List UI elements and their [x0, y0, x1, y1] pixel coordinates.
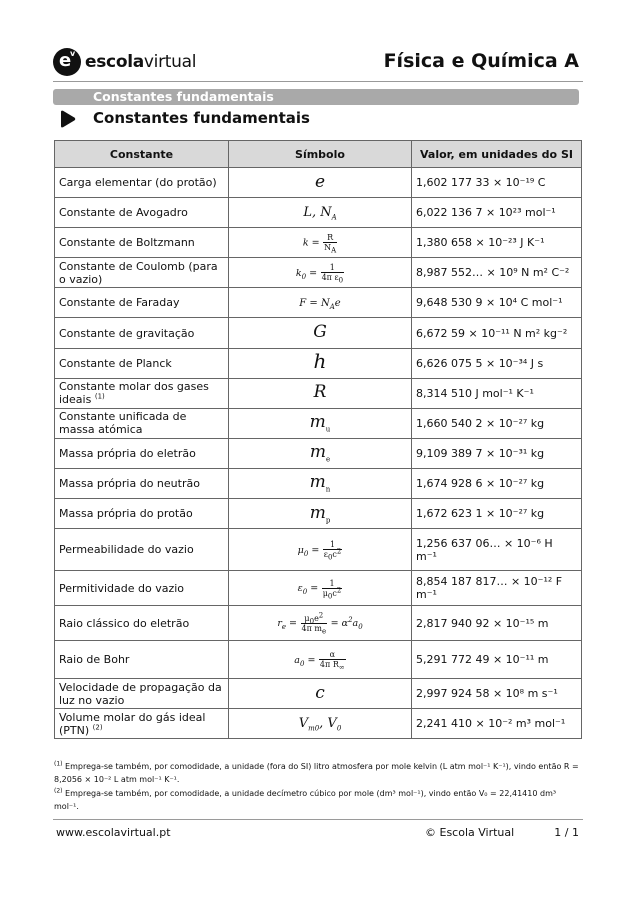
constant-value: 1,672 623 1 × 10⁻²⁷ kg: [412, 499, 582, 529]
table-row: [55, 408, 582, 438]
constant-symbol: $\mu_0$ = $\frac{1}{\varepsilon_0c^2}$: [229, 529, 412, 571]
column-header-value: Valor, em unidades do SI: [412, 141, 582, 168]
constant-value: 1,380 658 × 10⁻²³ J K⁻¹: [412, 228, 582, 258]
constant-symbol: $m_u$: [229, 408, 412, 438]
escolavirtual-logo[interactable]: [53, 48, 196, 76]
constant-value: 8,854 187 817… × 10⁻¹² F m⁻¹: [412, 571, 582, 606]
footer-url-link[interactable]: www.escolavirtual.pt: [56, 826, 171, 839]
constant-symbol: L, $N_A$: [229, 198, 412, 228]
constant-name: Raio de Bohr: [55, 641, 229, 679]
constant-name: Raio clássico do eletrão: [55, 606, 229, 641]
constant-value: 5,291 772 49 × 10⁻¹¹ m: [412, 641, 582, 679]
constant-value: 2,241 410 × 10⁻² m³ mol⁻¹: [412, 709, 582, 739]
table-row: [55, 571, 582, 606]
table-row: [55, 228, 582, 258]
table-row: [55, 198, 582, 228]
constants-table: [54, 140, 582, 739]
constant-name: Volume molar do gás ideal (PTN) $^{(2)}$: [55, 709, 229, 739]
section-bar-title: Constantes fundamentais: [93, 89, 274, 104]
table-row: [55, 468, 582, 498]
arrow-right-icon: [60, 110, 76, 128]
constant-value: 1,602 177 33 × 10⁻¹⁹ C: [412, 168, 582, 198]
column-header-symbol: Símbolo: [229, 141, 412, 168]
constant-name: Permitividade do vazio: [55, 571, 229, 606]
table-row: [55, 438, 582, 468]
constant-symbol: c: [229, 679, 412, 709]
sub-heading: [60, 108, 310, 130]
footnote-1: $^{(1)}$ Emprega-se também, por comodidade, a unidade (fora do SI) litro atmosfera por mole kelvin (L atm mol⁻¹ K⁻¹), vindo então R = 8,2056 × 10⁻² L atm mol⁻¹ K⁻¹.: [54, 760, 579, 785]
constant-name: Massa própria do neutrão: [55, 468, 229, 498]
table-row: [55, 168, 582, 198]
constant-name: Constante unificada de massa atómica: [55, 408, 229, 438]
constant-symbol: $F = N_Ae$: [229, 288, 412, 318]
footer-copyright: © Escola Virtual: [425, 826, 515, 839]
logo-mark-icon: e v: [53, 48, 81, 76]
constant-name: Constante de Avogadro: [55, 198, 229, 228]
constant-name: Constante de gravitação: [55, 318, 229, 348]
table-row: [55, 529, 582, 571]
constant-symbol: $V_{m0}$, $V_0$: [229, 709, 412, 739]
document-title: Física e Química A: [383, 50, 579, 72]
section-bar: [53, 89, 579, 105]
table-row: [55, 378, 582, 408]
footer-divider: [53, 819, 583, 820]
constant-name: Constante de Planck: [55, 348, 229, 378]
footnote-ref: (1): [94, 392, 105, 401]
footnotes: [54, 760, 582, 814]
constant-value: 1,256 637 06… × 10⁻⁶ H m⁻¹: [412, 529, 582, 571]
constant-symbol: h: [229, 348, 412, 378]
table-row: [55, 288, 582, 318]
page-number: 1 / 1: [554, 826, 579, 839]
constant-symbol: G: [229, 318, 412, 348]
constant-value: 9,109 389 7 × 10⁻³¹ kg: [412, 438, 582, 468]
table-row: [55, 348, 582, 378]
table-row: [55, 318, 582, 348]
constant-name: Velocidade de propagação da luz no vazio: [55, 679, 229, 709]
constant-name: Massa própria do eletrão: [55, 438, 229, 468]
logo-text-bold: escola: [85, 52, 144, 72]
constant-symbol: $m_e$: [229, 438, 412, 468]
column-header-constant: Constante: [55, 141, 229, 168]
table-row: [55, 606, 582, 641]
constant-symbol: $\varepsilon_0$ = $\frac{1}{\mu_0c^2}$: [229, 571, 412, 606]
table-row: [55, 679, 582, 709]
constant-symbol: R: [229, 378, 412, 408]
constant-value: 8,987 552… × 10⁹ N m² C⁻²: [412, 258, 582, 288]
constant-name: Constante de Coulomb (para o vazio): [55, 258, 229, 288]
constant-value: 1,674 928 6 × 10⁻²⁷ kg: [412, 468, 582, 498]
constant-name: Massa própria do protão: [55, 499, 229, 529]
constant-name: Permeabilidade do vazio: [55, 529, 229, 571]
page-header: [53, 44, 583, 82]
logo-text-regular: virtual: [143, 52, 197, 72]
table-row: [55, 641, 582, 679]
table-row: [55, 258, 582, 288]
constant-value: 2,997 924 58 × 10⁸ m s⁻¹: [412, 679, 582, 709]
constant-symbol: $m_p$: [229, 499, 412, 529]
constant-name: Constante de Faraday: [55, 288, 229, 318]
table-row: [55, 499, 582, 529]
header-divider: [53, 81, 583, 82]
constant-value: 6,672 59 × 10⁻¹¹ N m² kg⁻²: [412, 318, 582, 348]
constant-value: 6,626 075 5 × 10⁻³⁴ J s: [412, 348, 582, 378]
constant-value: 2,817 940 92 × 10⁻¹⁵ m: [412, 606, 582, 641]
constant-name: Carga elementar (do protão): [55, 168, 229, 198]
constant-symbol: $m_n$: [229, 468, 412, 498]
constant-symbol: e: [229, 168, 412, 198]
constant-value: 6,022 136 7 × 10²³ mol⁻¹: [412, 198, 582, 228]
constant-symbol: k = $\frac{R}{N_A}$: [229, 228, 412, 258]
constant-name: Constante molar dos gases ideais $^{(1)}$: [55, 378, 229, 408]
constant-symbol: $k_0$ = $\frac{1}{4\pi \varepsilon_0}$: [229, 258, 412, 288]
constant-value: 1,660 540 2 × 10⁻²⁷ kg: [412, 408, 582, 438]
constant-value: 8,314 510 J mol⁻¹ K⁻¹: [412, 378, 582, 408]
constant-symbol: $a_0$ = $\frac{\alpha}{4\pi R_\infty}$: [229, 641, 412, 679]
footnote-2: $^{(2)}$ Emprega-se também, por comodidade, a unidade decímetro cúbico por mole (dm³ mol⁻¹), vindo então V₀ = 22,41410 dm³ mol⁻¹.: [54, 787, 557, 812]
table-header-row: [55, 141, 582, 168]
constant-symbol: $r_e$ = $\frac{\mu_0e^2}{4\pi m_e}$ = $\alpha^2a_0$: [229, 606, 412, 641]
footnote-ref: (2): [92, 723, 103, 732]
constant-value: 9,648 530 9 × 10⁴ C mol⁻¹: [412, 288, 582, 318]
constant-name: Constante de Boltzmann: [55, 228, 229, 258]
sub-heading-title: Constantes fundamentais: [93, 109, 310, 127]
table-row: [55, 709, 582, 739]
